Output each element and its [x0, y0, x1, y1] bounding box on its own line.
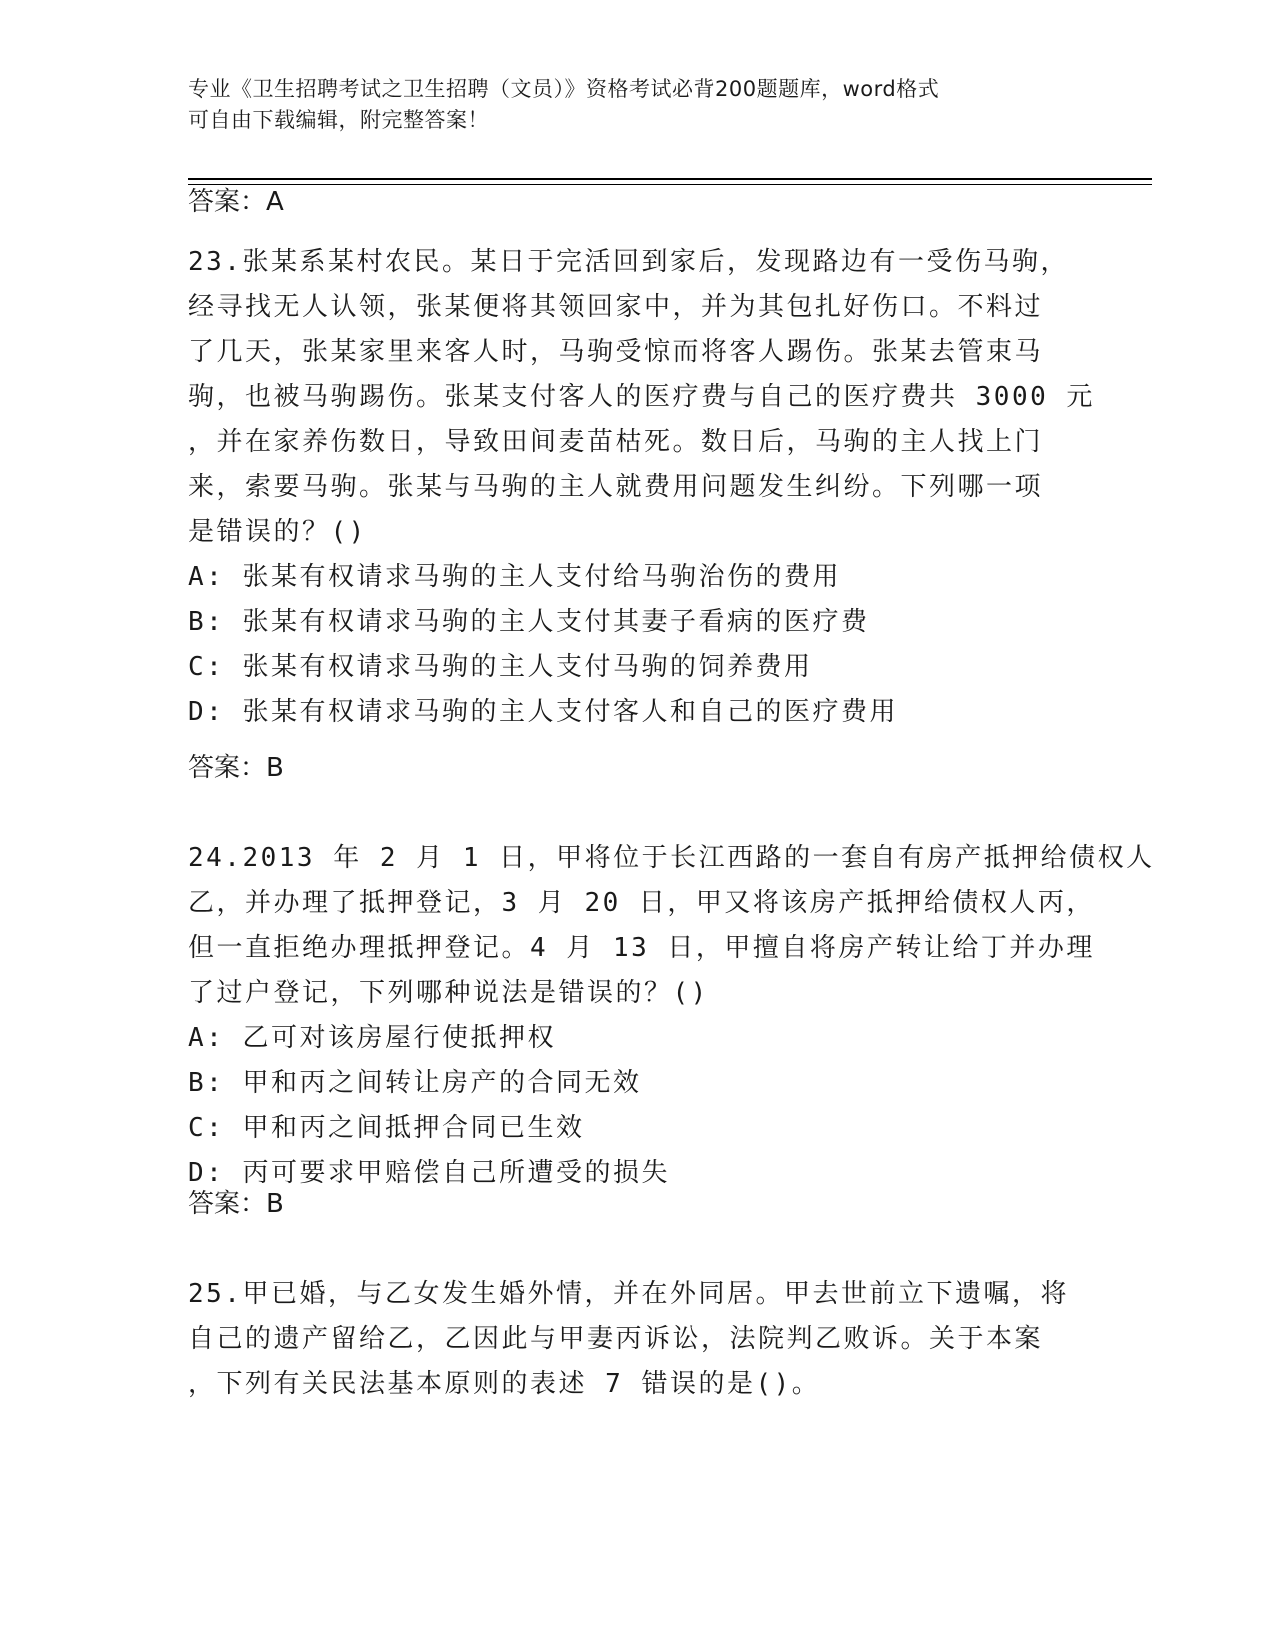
option-c: C: 甲和丙之间抵押合同已生效 [188, 1113, 585, 1143]
option-b: B: 甲和丙之间转让房产的合同无效 [188, 1068, 642, 1098]
option-a: A: 乙可对该房屋行使抵押权 [188, 1023, 556, 1053]
header-divider-thin [188, 184, 1152, 185]
question-text-line: 自己的遗产留给乙，乙因此与甲妻丙诉讼，法院判乙败诉。关于本案 [188, 1324, 1044, 1354]
question-text-line: 来，索要马驹。张某与马驹的主人就费用问题发生纠纷。下列哪一项 [188, 472, 1044, 502]
question-text-line: 是错误的？() [188, 517, 367, 547]
question-23 [188, 240, 1095, 735]
option-b: B: 张某有权请求马驹的主人支付其妻子看病的医疗费 [188, 607, 870, 637]
question-text-line: 驹，也被马驹踢伤。张某支付客人的医疗费与自己的医疗费共 3000 元 [188, 382, 1095, 412]
question-text-line: 25.甲已婚，与乙女发生婚外情，并在外同居。甲去世前立下遗嘱，将 [188, 1279, 1069, 1309]
answer-23: 答案：B [188, 753, 284, 783]
question-text-line: 23.张某系某村农民。某日于完活回到家后，发现路边有一受伤马驹， [188, 247, 1069, 277]
header-line-2: 可自由下载编辑，附完整答案！ [188, 108, 489, 132]
header-line-1: 专业《卫生招聘考试之卫生招聘（文员）》资格考试必背200题题库，word格式 [188, 77, 940, 101]
question-text-line: 但一直拒绝办理抵押登记。4 月 13 日，甲擅自将房产转让给丁并办理 [188, 933, 1095, 963]
question-text-line: 24.2013 年 2 月 1 日，甲将位于长江西路的一套自有房产抵押给债权人 [188, 843, 1155, 873]
option-c: C: 张某有权请求马驹的主人支付马驹的饲养费用 [188, 652, 813, 682]
header-divider-thick [188, 178, 1152, 180]
question-24 [188, 836, 1155, 1196]
previous-answer: 答案：A [188, 187, 284, 217]
question-text-line: 乙，并办理了抵押登记，3 月 20 日，甲又将该房产抵押给债权人丙， [188, 888, 1095, 918]
question-text-line: ，下列有关民法基本原则的表述 7 错误的是()。 [188, 1369, 821, 1399]
question-text-line: 了几天，张某家里来客人时，马驹受惊而将客人踢伤。张某去管束马 [188, 337, 1044, 367]
option-d: D: 丙可要求甲赔偿自己所遭受的损失 [188, 1158, 670, 1188]
option-a: A: 张某有权请求马驹的主人支付给马驹治伤的费用 [188, 562, 841, 592]
question-text-line: ，并在家养伤数日，导致田间麦苗枯死。数日后，马驹的主人找上门 [188, 427, 1044, 457]
question-text-line: 经寻找无人认领，张某便将其领回家中，并为其包扎好伤口。不料过 [188, 292, 1044, 322]
question-25 [188, 1272, 1088, 1407]
option-d: D: 张某有权请求马驹的主人支付客人和自己的医疗费用 [188, 697, 898, 727]
answer-24: 答案：B [188, 1189, 284, 1219]
question-text-line: 了过户登记，下列哪种说法是错误的？() [188, 978, 709, 1008]
document-header [188, 74, 1088, 136]
